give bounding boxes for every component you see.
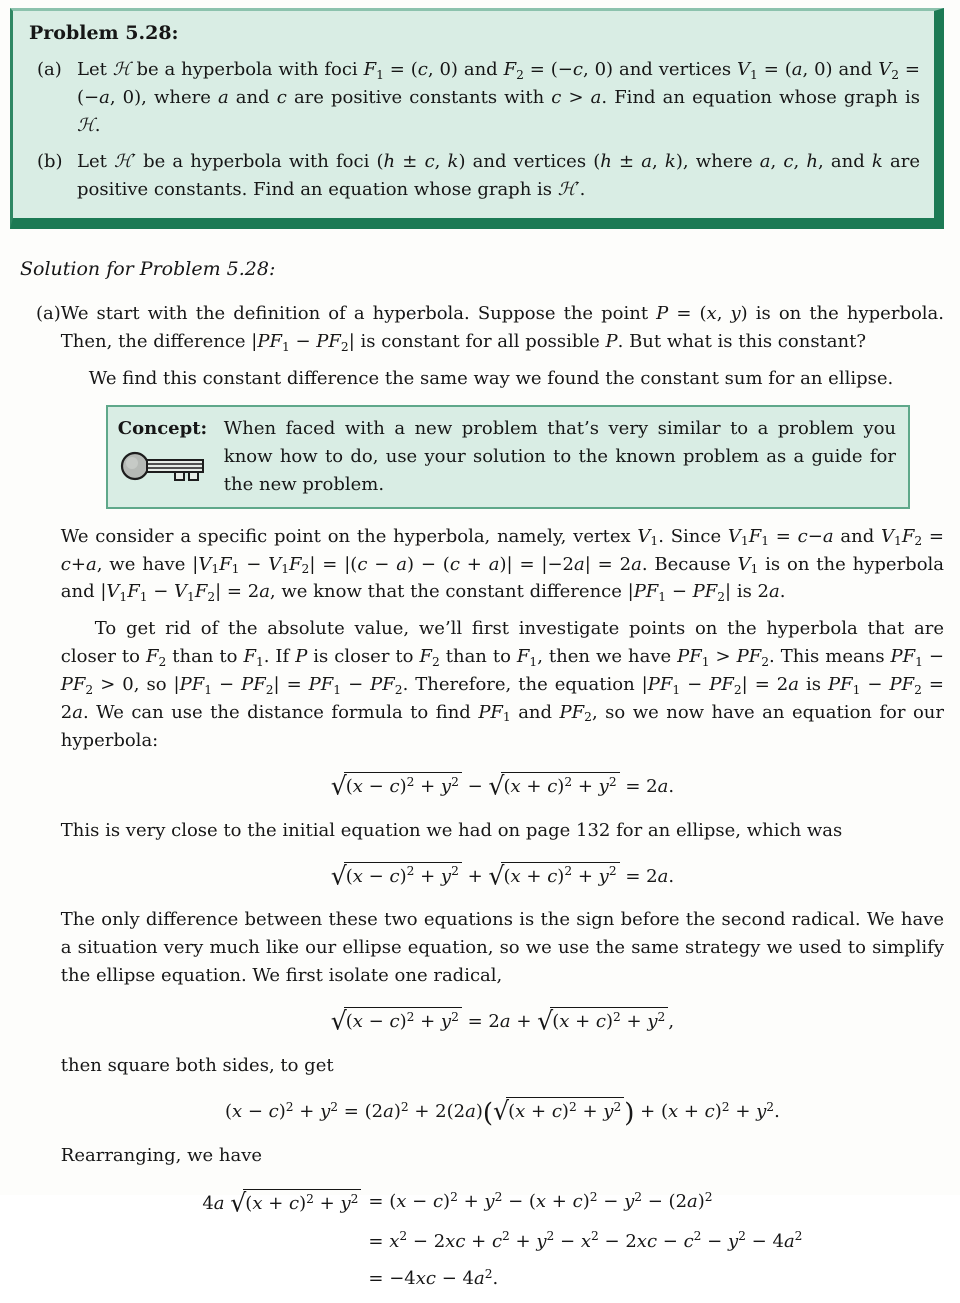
problem-box — [10, 8, 944, 229]
paragraph: We start with the definition of a hyperbola. Suppose the point P = (x, y) is on the hyperbola. Then, the difference $|PF_1 - PF_2|$ is constant for all possible P. But what is this constant? — [60, 303, 944, 354]
equation-hyperbola: √ $(x - c)^2 + y^2$ − √ $(x + c)^2 + y^2 = 2a$. — [61, 771, 944, 801]
item-text: Let ℋ be a hyperbola with foci $F_1 = (c$, 0) and $F_2 = (-c$, 0) and vertices $V_1 = (a$, 0) and $V_2 = (-a$, 0), where a and c are positive constants with c > a. Find an equation whose graph is ℋ. — [77, 59, 920, 137]
key-icon — [118, 447, 214, 487]
paragraph: To get rid of the absolute value, we’ll first investigate points on the hyperbola that are closer to $F_2$ than to $F_1$. If P is closer to $F_2$ than to $F_1$, then we have $PF_1 > PF_2$. This means $PF_1 - PF_2 > 0$, so $|PF_1 - PF_2| = PF_1 - PF_2$. Therefore, the equation $|PF_1 - PF_2| = 2a$ is $PF_1 - PF_2 = 2a$. We can use the distance formula to find $PF_1$ and $PF_2$, so we now have an equation for our hyperbola: — [60, 618, 944, 751]
equation-line: = $x^2 - 2xc + c^2 + y^2 - x^2 - 2xc - c^2 - y^2 - 4a^2$ — [368, 1229, 803, 1252]
equation-line: = $(x - c)^2 + y^2 - (x + c)^2 - y^2 - (2a)^2$ — [368, 1189, 713, 1212]
item-label: (a) — [37, 59, 62, 81]
paragraph: We consider a specific point on the hyperbola, namely, vertex $V_1$. Since $V_1F_1 = c-a$ and $V_1F_2 = c+a$, we have $|V_1F_1 - V_1F_2| = |(c - a) - (c + a)| = |-2a| = 2a$. Because $V_1$ is on the hyperbola and $|V_1F_1 - V_1F_2| = 2a$, we know that the constant difference $|PF_1 - PF_2|$ is 2a. — [60, 525, 945, 604]
paragraph: This is very close to the initial equation we had on page 132 for an ellipse, which was — [60, 819, 843, 841]
paragraph: then square both sides, to get — [60, 1055, 334, 1077]
solution-heading: Solution for Problem 5.28: — [20, 257, 276, 280]
part-label: (a) — [36, 303, 61, 325]
paragraph: Rearranging, we have — [60, 1144, 263, 1166]
equation-ellipse: √ $(x - c)^2 + y^2$ + √ $(x + c)^2 + y^2 = 2a$. — [61, 861, 944, 891]
problem-item-b — [29, 148, 920, 204]
concept-box — [106, 405, 910, 509]
equation-line: = $-4xc - 4a^2$. — [368, 1267, 499, 1290]
equation-aligned-block — [61, 1188, 944, 1294]
concept-left-column — [118, 415, 224, 499]
paragraph: The only difference between these two equations is the sign before the second radical. We have a situation very much like our ellipse equation, so we use the same strategy we used to simplify the ellipse equation. We first isolate one radical, — [60, 909, 944, 987]
equation-lhs-empty — [202, 1228, 361, 1256]
concept-text: When faced with a new problem that’s very similar to a problem you know how to do, use your solution to the known problem as a guide for the new problem. — [223, 418, 896, 495]
part-body — [61, 300, 944, 1303]
paragraph: We find this constant difference the same way we found the constant sum for an ellipse. — [88, 368, 894, 390]
equation-lhs-empty — [202, 1265, 361, 1293]
problem-item-a — [29, 56, 920, 140]
equation-squared: $(x - c)^2 + y^2 = (2a)^2 + 2(2a)$( √ $(x + c)^2 + y^2$ ) + $(x + c)^2 + y^2$. — [61, 1096, 944, 1126]
equation-isolated-radical: √ $(x - c)^2 + y^2 = 2a$ + √ $(x + c)^2 + y^2$ , — [61, 1006, 944, 1036]
equation-lhs: 4a √ $(x + c)^2 + y^2$ — [202, 1188, 361, 1218]
solution-part-a — [10, 300, 944, 1303]
problem-title: Problem 5.28: — [29, 22, 179, 44]
item-text: Let ℋ′ be a hyperbola with foci (h ± c, k) and vertices (h ± a, k), where a, c, h, and k are positive constants. Find an equation whose graph is ℋ′. — [77, 151, 920, 200]
concept-label: Concept: — [117, 418, 208, 439]
item-label: (b) — [37, 151, 63, 173]
